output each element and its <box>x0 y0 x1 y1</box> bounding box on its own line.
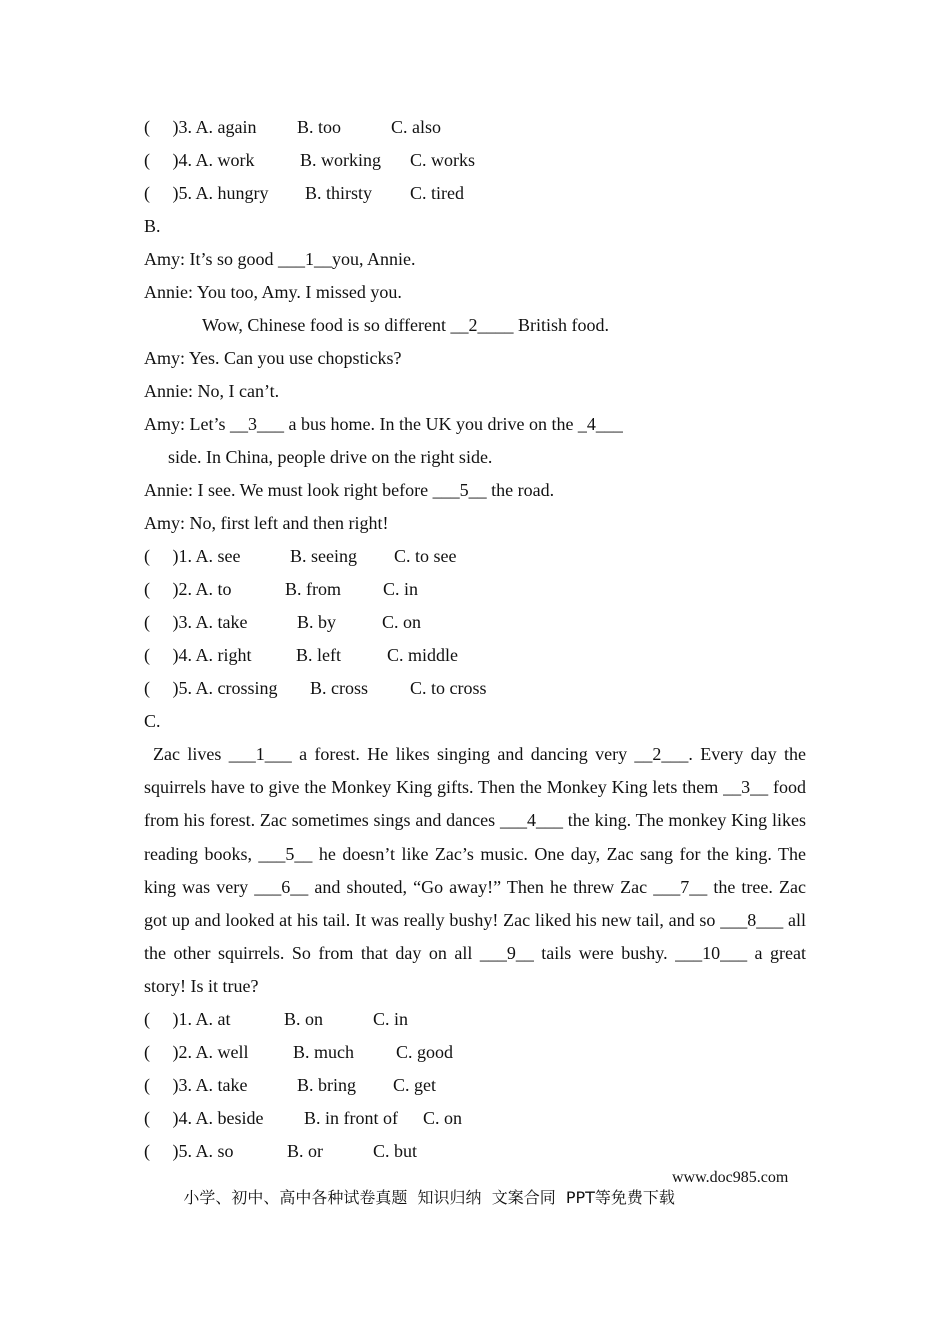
dialog-line: Amy: Let’s __3___ a bus home. In the UK you drive on the _4___ <box>144 414 623 434</box>
page-footer <box>163 1168 789 1248</box>
dialog-line: Amy: No, first left and then right! <box>144 513 389 533</box>
dialog-line: side. In China, people drive on the right side. <box>168 447 493 467</box>
footer-url[interactable]: www.doc985.com <box>672 1169 789 1186</box>
dialog-line: Amy: It’s so good ___1__you, Annie. <box>144 249 416 269</box>
dialog-line: Annie: You too, Amy. I missed you. <box>144 282 402 302</box>
section-c-label: C. <box>144 711 161 731</box>
dialog-line: Annie: No, I can’t. <box>144 381 280 401</box>
section-b-label: B. <box>144 216 161 236</box>
dialog-line: Wow, Chinese food is so different __2____ British food. <box>202 315 610 335</box>
section-c-passage: Zac lives ___1___ a forest. He likes singing and dancing very __2___. Every day the squirrels have to give the Monkey King gifts. Then the Monkey King lets them __3__ food from his forest. Zac sometimes sings and dances ___4___ the king. The monkey King likes reading books, ___5__ he doesn’t like Zac’s music. One day, Zac sang for the king. The king was very ___6__ and shouted, “Go away!” Then he threw Zac ___7__ the tree. Zac got up and looked at his tail. It was really bushy! Zac liked his new tail, and so ___8___ all the other squirrels. So from that day on all ___9__ tails were bushy. ___10___ a great story! Is it true? <box>144 744 806 997</box>
worksheet-page: ( )3. A. again B. too C. also ( )4. A. work B. working C. works ( )5. A. hungry B. thirsty C. tired B. Amy: It’s so good ___1__you, Annie. Annie: You too, Amy. I missed you. Wow, Chinese food is so different __2____ British food. Amy: Yes. Can you use chopsticks? Annie: No, I can’t. Amy: Let’s __3___ a bus home. In the UK you drive on the _4___ side. In China, people drive on the right side. Annie: I see. We must look right before ___5__ the road. Amy: No, first left and then right! ( )1. A. see B. seeing C. to see ( )2. A. to B. from C. in ( )3. A. take B. by C. on ( )4. A. right B. left C. middle ( )5. A. crossing B. cross C. to cross C. Zac lives ___1___ a forest. He likes singing and dancing very __2___. Every day the squirrels have to give the Monkey King gifts. Then the Monkey King lets them __3__ food from his forest. Zac sometimes sings and dances ___4___ the king. The monkey King likes reading books, ___5__ he doesn’t like Zac’s music. One day, Zac sang for the king. The king was very ___6__ and shouted, “Go away!” Then he threw Zac ___7__ the tree. Zac got up and looked at his tail. It was really bushy! Zac liked his new tail, and so ___8___ all the other squirrels. So from that day on all ___9__ tails were bushy. ___10___ a great story! Is it true? ( )1. A. at B. on C. in ( )2. A. well B. much C. good ( )3. A. take B. bring C. get ( )4. A. beside B. in front of C. on ( )5. A. so B. or C. but 小学、初中、高中各种试卷真题 知识归纳 文案合同 PPT等免费下载 www.doc985.com <box>0 0 950 1344</box>
dialog-line: Amy: Yes. Can you use chopsticks? <box>144 348 402 368</box>
footer-text: 小学、初中、高中各种试卷真题 知识归纳 文案合同 PPT等免费下载 <box>183 1188 675 1207</box>
dialog-line: Annie: I see. We must look right before ___5__ the road. <box>144 480 555 500</box>
